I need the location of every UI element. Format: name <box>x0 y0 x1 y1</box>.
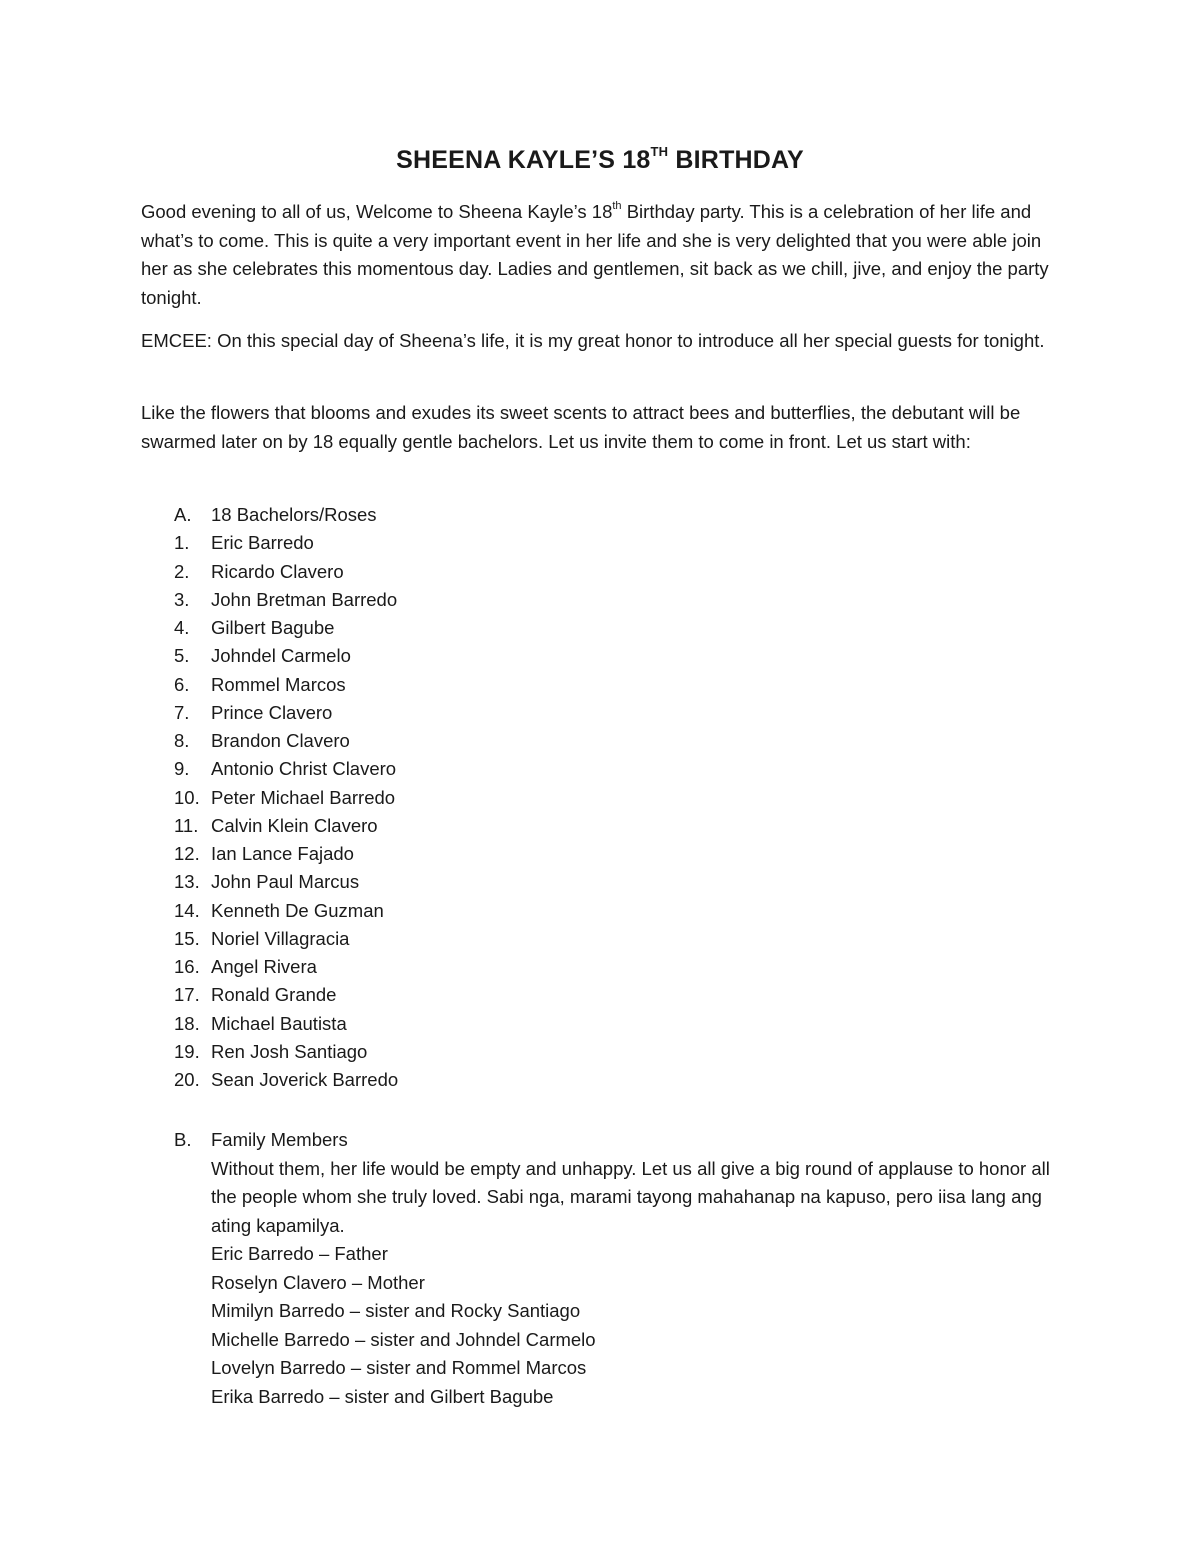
family-member: Michelle Barredo – sister and Johndel Carmelo <box>211 1328 596 1350</box>
intro-paragraph <box>141 198 1061 312</box>
list-item-name: Michael Bautista <box>211 1012 347 1034</box>
list-item-name: Ricardo Clavero <box>211 560 344 582</box>
list-item-number: 7. <box>174 701 190 723</box>
list-item-number: 15. <box>174 927 200 949</box>
list-item-number: 4. <box>174 617 190 638</box>
list-marker-b: B. <box>174 1129 192 1150</box>
list-item <box>174 784 1074 812</box>
family-heading: Family Members <box>211 1129 348 1150</box>
list-item <box>174 671 1074 699</box>
list-item-name: Antonio Christ Clavero <box>211 758 397 780</box>
list-item-name: Rommel Marcos <box>211 673 346 695</box>
list-item-number: 13. <box>174 871 200 893</box>
list-item <box>174 981 1074 1009</box>
list-item-number: 18. <box>174 1012 200 1034</box>
list-item <box>174 953 1074 981</box>
list-item <box>174 897 1074 925</box>
list-item <box>174 614 1074 642</box>
emcee-paragraph: EMCEE: On this special day of Sheena’s life, it is my great honor to introduce all her special guests for tonight. <box>141 330 1045 351</box>
list-item-name: Gilbert Bagube <box>211 617 335 638</box>
list-item <box>174 868 1074 896</box>
list-item <box>174 812 1074 840</box>
list-heading-a <box>174 501 1074 529</box>
list-item-number: 17. <box>174 984 200 1006</box>
list-item-name: Brandon Clavero <box>211 730 350 751</box>
list-item-number: 16. <box>174 956 200 977</box>
list-item-number: 3. <box>174 588 190 610</box>
family-body <box>211 1126 1061 1411</box>
list-item-number: 19. <box>174 1040 200 1062</box>
document-title <box>0 143 1200 175</box>
list-marker-a: A. <box>174 504 192 525</box>
family-member: Roselyn Clavero – Mother <box>211 1271 425 1293</box>
list-item-name: Peter Michael Barredo <box>211 786 396 808</box>
list-item <box>174 558 1074 586</box>
list-heading-text: 18 Bachelors/Roses <box>211 504 377 525</box>
list-item <box>174 1066 1074 1094</box>
family-member: Lovelyn Barredo – sister and Rommel Marcos <box>211 1357 587 1378</box>
list-item-number: 6. <box>174 673 190 695</box>
list-item-number: 11. <box>174 814 199 836</box>
list-item-name: John Paul Marcus <box>211 871 360 893</box>
list-item-name: Prince Clavero <box>211 701 333 723</box>
intro-superscript: th <box>612 199 622 212</box>
list-item-number: 2. <box>174 560 190 582</box>
list-item-number: 14. <box>174 899 200 921</box>
list-item <box>174 925 1074 953</box>
list-item <box>174 840 1074 868</box>
list-item-name: Noriel Villagracia <box>211 927 350 949</box>
list-item-number: 10. <box>174 786 200 808</box>
title-end: BIRTHDAY <box>668 146 804 174</box>
list-item-name: Calvin Klein Clavero <box>211 814 378 836</box>
family-member: Mimilyn Barredo – sister and Rocky Santiago <box>211 1300 581 1321</box>
list-item-name: John Bretman Barredo <box>211 588 398 610</box>
list-item-name: Ren Josh Santiago <box>211 1040 368 1062</box>
list-item <box>174 586 1074 614</box>
list-item-name: Kenneth De Guzman <box>211 899 384 921</box>
list-item-name: Ronald Grande <box>211 984 337 1006</box>
title-superscript: TH <box>650 143 669 159</box>
list-item <box>174 529 1074 557</box>
family-member: Erika Barredo – sister and Gilbert Bagube <box>211 1385 554 1407</box>
list-item-number: 20. <box>174 1069 200 1090</box>
list-item-number: 1. <box>174 532 190 554</box>
list-item <box>174 699 1074 727</box>
list-item-number: 9. <box>174 758 190 780</box>
bachelors-list <box>174 501 1074 1094</box>
intro-part2: Birthday party. This is a celebration of her life and what’s to come. This is quite a very important event in her life and she is very delighted that you were able join her as she celebrates this momentous day. Ladies and gentlemen, sit back as we chill, jive, and enjoy the party tonight. <box>141 201 1049 308</box>
flowers-paragraph: Like the flowers that blooms and exudes its sweet scents to attract bees and butterflies, the debutant will be swarmed later on by 18 equally gentle bachelors. Let us invite them to come in front. Let us start with: <box>141 402 1021 452</box>
list-item-name: Eric Barredo <box>211 532 314 554</box>
list-item-name: Sean Joverick Barredo <box>211 1069 399 1090</box>
list-item-name: Johndel Carmelo <box>211 645 351 667</box>
list-item <box>174 1010 1074 1038</box>
list-item-number: 12. <box>174 843 200 864</box>
list-item <box>174 1038 1074 1066</box>
family-member: Eric Barredo – Father <box>211 1243 388 1264</box>
list-item <box>174 727 1074 755</box>
list-item-number: 5. <box>174 645 190 667</box>
list-item-name: Ian Lance Fajado <box>211 843 354 864</box>
list-item <box>174 755 1074 783</box>
intro-part1: Good evening to all of us, Welcome to Sheena Kayle’s 18 <box>141 201 613 222</box>
list-item <box>174 642 1074 670</box>
family-description: Without them, her life would be empty and unhappy. Let us all give a big round of applause to honor all the people whom she truly loved. Sabi nga, marami tayong mahahanap na kapuso, pero iisa lang ang ating kapamilya. <box>211 1157 1050 1236</box>
list-item-name: Angel Rivera <box>211 956 317 977</box>
title-main: SHEENA KAYLE’S 18 <box>396 146 651 174</box>
list-item-number: 8. <box>174 730 190 751</box>
